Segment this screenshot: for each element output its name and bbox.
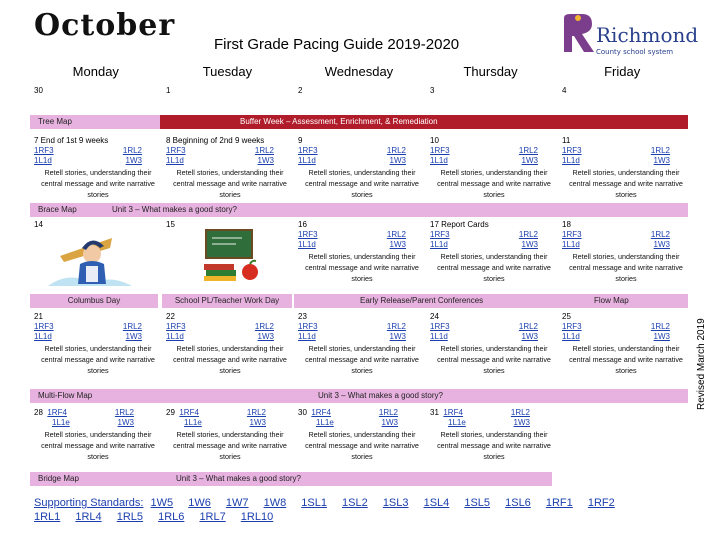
day-cell-21: 21 1RF3 1RL2 1L1d 1W3 Retell stories, understanding their central message and write narrative stories bbox=[34, 312, 155, 375]
standard-link[interactable]: 1RL1 bbox=[34, 511, 61, 523]
standard-link[interactable]: 1W8 bbox=[263, 497, 287, 509]
day-cell-18: 18 1RF3 1RL2 1L1d 1W3 Retell stories, understanding their central message and write narrative stories bbox=[562, 220, 683, 283]
standard-link[interactable]: 1SL1 bbox=[301, 497, 327, 509]
month-title: October bbox=[34, 8, 176, 43]
unit-banner-week2: Brace Map Unit 3 – What makes a good story? bbox=[30, 203, 688, 217]
thinking-map-banner-tree: Tree Map bbox=[30, 115, 160, 129]
weekday-header bbox=[30, 62, 688, 82]
day-cell-4: 4 bbox=[562, 86, 567, 95]
standard-link[interactable]: 1SL6 bbox=[505, 497, 531, 509]
day-cell-2: 2 bbox=[298, 86, 303, 95]
standard-link[interactable]: 1SL4 bbox=[423, 497, 450, 509]
day-cell-24: 24 1RF3 1RL2 1L1d 1W3 Retell stories, understanding their central message and write narrative stories bbox=[430, 312, 551, 375]
revision-note: Revised March 2019 bbox=[696, 318, 707, 410]
day-monday: Monday bbox=[72, 64, 119, 79]
standard-link[interactable]: 1RF2 bbox=[587, 497, 615, 509]
standard-link[interactable]: 1W5 bbox=[150, 497, 174, 509]
day-wednesday: Wednesday bbox=[324, 64, 394, 79]
standard-link[interactable]: 1RF1 bbox=[545, 497, 573, 509]
supporting-standards-line2 bbox=[34, 511, 285, 523]
standard-link[interactable]: 1RL5 bbox=[116, 511, 144, 523]
standard-link[interactable]: 1RL10 bbox=[240, 511, 274, 523]
teacher-workday-illustration bbox=[202, 228, 266, 282]
unit-banner-week5: Bridge Map Unit 3 – What makes a good story? bbox=[30, 472, 552, 486]
standard-link[interactable]: 1W7 bbox=[225, 497, 249, 509]
standard-link[interactable]: 1SL5 bbox=[464, 497, 491, 509]
standard-link[interactable]: 1RL7 bbox=[199, 511, 226, 523]
day-cell-1: 1 bbox=[166, 86, 171, 95]
early-release-banner: Early Release/Parent Conferences Flow Map bbox=[294, 294, 688, 308]
day-cell-17: 17 Report Cards 1RF3 1RL2 1L1d 1W3 Retell stories, understanding their central message and write narrative stories bbox=[430, 220, 551, 283]
day-cell-7: 7 End of 1st 9 weeks 1RF3 1RL2 1L1d 1W3 Retell stories, understanding their central message and write narrative stories bbox=[34, 136, 155, 199]
day-cell-10: 10 1RF3 1RL2 1L1d 1W3 Retell stories, understanding their central message and write narrative stories bbox=[430, 136, 551, 199]
standard-link[interactable]: 1RL4 bbox=[75, 511, 102, 523]
day-cell-8: 8 Beginning of 2nd 9 weeks 1RF3 1RL2 1L1d 1W3 Retell stories, understanding their central message and write narrative stories bbox=[166, 136, 287, 199]
supporting-standards-line1 bbox=[34, 497, 627, 509]
day-thursday: Thursday bbox=[463, 64, 518, 79]
page-title: First Grade Pacing Guide 2019-2020 bbox=[214, 36, 460, 53]
day-cell-16: 16 1RF3 1RL2 1L1d 1W3 Retell stories, understanding their central message and write narrative stories bbox=[298, 220, 419, 283]
columbus-illustration bbox=[40, 226, 140, 292]
teacher-workday-label: School PL/Teacher Work Day bbox=[162, 294, 292, 308]
columbus-day-label: Columbus Day bbox=[30, 294, 158, 308]
day-cell-14: 14 bbox=[34, 220, 43, 229]
day-cell-28: 28 1RF4 1RL2 1L1e 1W3 Retell stories, understanding their central message and write narrative stories bbox=[34, 408, 155, 461]
day-friday: Friday bbox=[604, 64, 641, 79]
day-cell-31: 31 1RF4 1RL2 1L1e 1W3 Retell stories, understanding their central message and write narrative stories bbox=[430, 408, 551, 461]
day-cell-30: 30 bbox=[34, 86, 43, 95]
day-cell-11: 11 1RF3 1RL2 1L1d 1W3 Retell stories, understanding their central message and write narrative stories bbox=[562, 136, 683, 199]
day-cell-25: 25 1RF3 1RL2 1L1d 1W3 Retell stories, understanding their central message and write narrative stories bbox=[562, 312, 683, 375]
day-tuesday: Tuesday bbox=[202, 64, 253, 79]
standard-link[interactable]: 1RL6 bbox=[158, 511, 185, 523]
day-cell-30b: 30 1RF4 1RL2 1L1e 1W3 Retell stories, understanding their central message and write narrative stories bbox=[298, 408, 419, 461]
logo-subtitle: County school system bbox=[596, 48, 674, 56]
logo-name: Richmond bbox=[596, 23, 699, 47]
supporting-standards-label: Supporting Standards: bbox=[34, 497, 144, 509]
richmond-county-logo bbox=[556, 10, 699, 58]
standard-link[interactable]: 1SL3 bbox=[382, 497, 409, 509]
day-cell-9: 9 1RF3 1RL2 1L1d 1W3 Retell stories, understanding their central message and write narrative stories bbox=[298, 136, 419, 199]
day-cell-29: 29 1RF4 1RL2 1L1e 1W3 Retell stories, understanding their central message and write narrative stories bbox=[166, 408, 287, 461]
standard-link[interactable]: 1SL2 bbox=[342, 497, 368, 509]
buffer-week-banner: Buffer Week – Assessment, Enrichment, & Remediation bbox=[160, 115, 688, 129]
day-cell-15: 15 bbox=[166, 220, 175, 229]
day-cell-3: 3 bbox=[430, 86, 435, 95]
day-cell-23: 23 1RF3 1RL2 1L1d 1W3 Retell stories, understanding their central message and write narrative stories bbox=[298, 312, 419, 375]
standard-link[interactable]: 1W6 bbox=[188, 497, 211, 509]
day-cell-22: 22 1RF3 1RL2 1L1d 1W3 Retell stories, understanding their central message and write narrative stories bbox=[166, 312, 287, 375]
unit-banner-week4: Multi-Flow Map Unit 3 – What makes a good story? bbox=[30, 389, 688, 403]
